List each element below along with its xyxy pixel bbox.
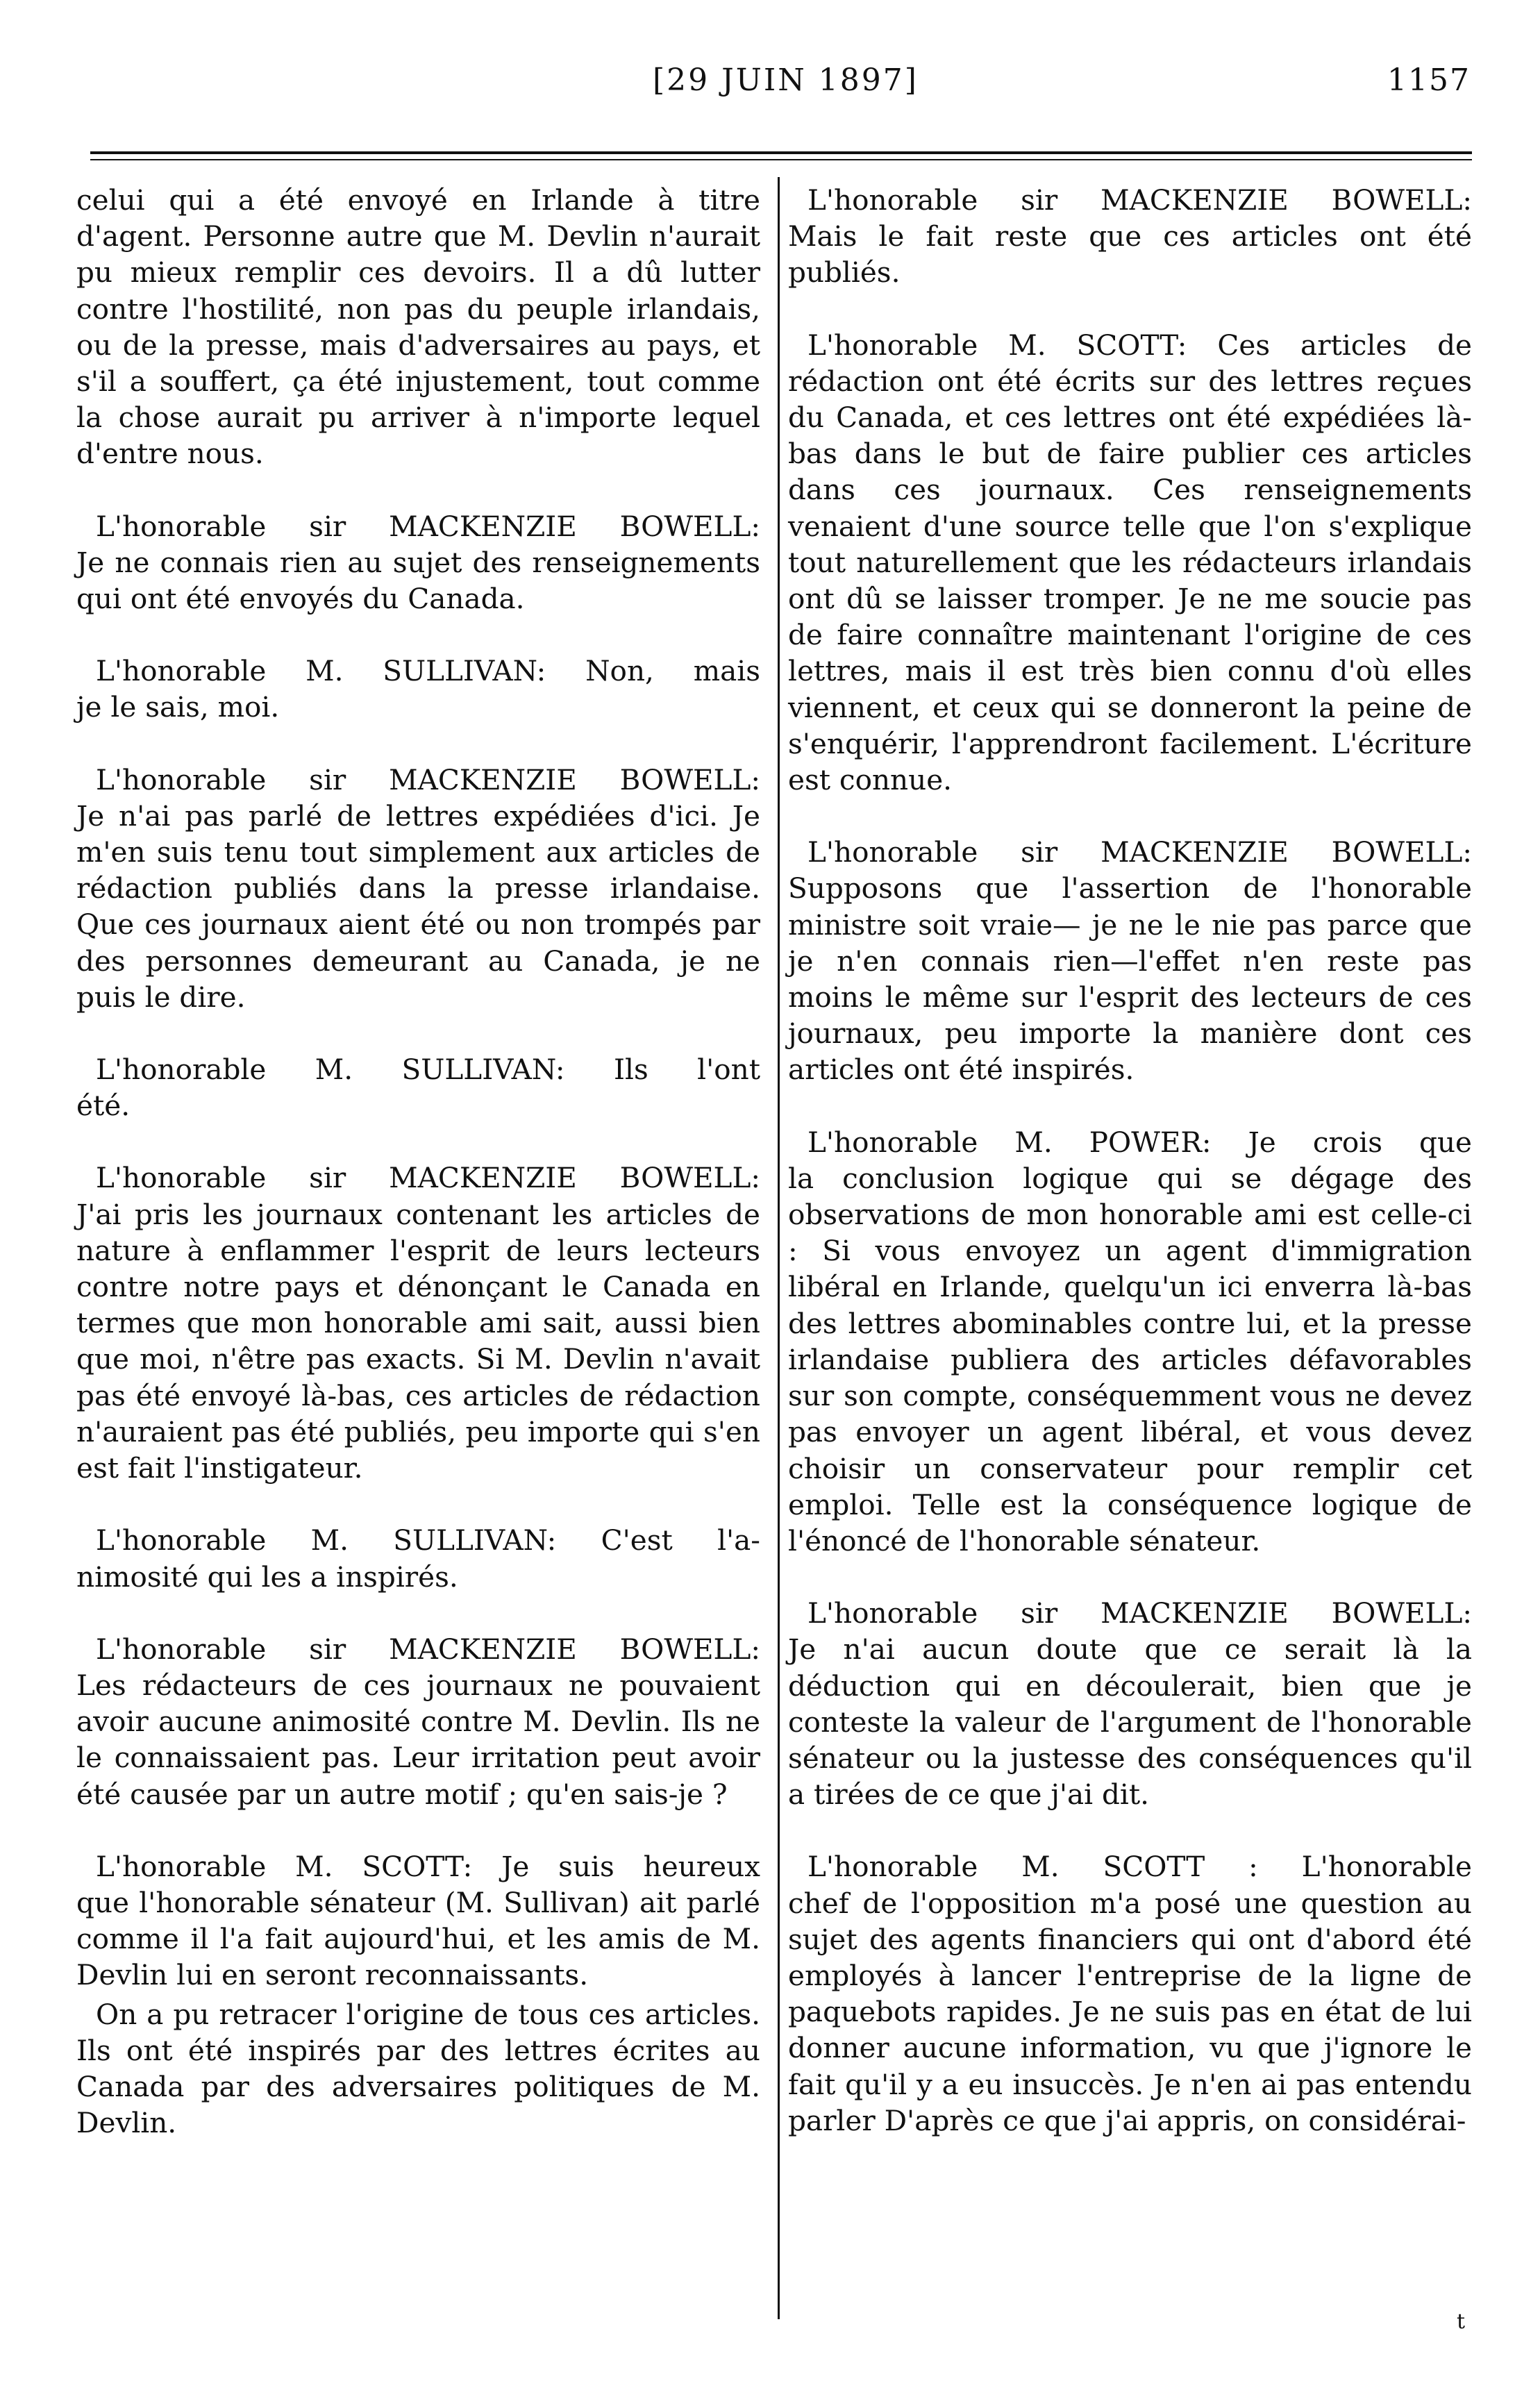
speaker-line: L'honorable M. SCOTT: Je suis heureux xyxy=(96,1849,760,1883)
speech-text: rédaction ont été écrits sur des lettres reçues du Canada, et ces lettres ont été expédiées là-bas dans le but de faire publier ces articles dans ces journaux. Ces renseignements venaient d'une source telle que l'on s'explique tout naturellement que les rédacteurs irlandais ont dû se laisser tromper. Je ne me soucie pas de faire connaître maintenant l'origine de ces lettres, mais il est très bien connu d'où elles viennent, et ceux qui se donneront la peine de s'enquérir, l'apprendront facilement. L'écriture est connue. xyxy=(788,364,1472,797)
speaker-line: L'honorable sir MACKENZIE BOWELL: xyxy=(807,1596,1472,1630)
speech-text: été. xyxy=(76,1089,131,1123)
speech-text: Mais le fait reste que ces articles ont été publiés. xyxy=(788,219,1472,290)
speaker-line: L'honorable sir MACKENZIE BOWELL: xyxy=(807,835,1472,869)
speech-paragraph xyxy=(788,1595,1472,1812)
speech-text: que l'honorable sénateur (M. Sullivan) ait parlé comme il l'a fait aujourd'hui, et les amis de M. Devlin lui en seront reconnaissants. xyxy=(76,1885,760,1992)
speech-paragraph xyxy=(76,762,760,1015)
speaker-line: L'honorable M. SULLIVAN: Non, mais xyxy=(96,654,760,688)
header-rule-thick xyxy=(90,151,1472,154)
speech-text: nimosité qui les a inspirés. xyxy=(76,1560,458,1594)
speech-paragraph xyxy=(76,1051,760,1123)
continuation-paragraph: On a pu retracer l'origine de tous ces articles. Ils ont été inspirés par des lettres écrites au Canada par des adversaires politiques de M. Devlin. xyxy=(76,1997,760,2140)
speech-paragraph xyxy=(76,1848,760,1994)
speech-paragraph xyxy=(76,1631,760,1812)
speaker-line: L'honorable M. SULLIVAN: Ils l'ont xyxy=(96,1053,760,1087)
speech-text: Supposons que l'assertion de l'honorable ministre soit vraie— je ne le nie pas parce que je n'en connais rien—l'effet n'en reste pas moins le même sur l'esprit des lecteurs de ces journaux, peu importe la manière dont ces articles ont été inspirés. xyxy=(788,871,1472,1087)
right-column xyxy=(788,182,1472,2175)
speech-text: Je ne connais rien au sujet des renseignements qui ont été envoyés du Canada. xyxy=(76,545,760,616)
speech-paragraph xyxy=(788,834,1472,1087)
speaker-line: L'honorable M. SCOTT : L'honorable xyxy=(807,1850,1472,1884)
speech-paragraph xyxy=(788,327,1472,799)
header-rule-thin xyxy=(90,159,1472,160)
speech-text: la conclusion logique qui se dégage des observations de mon honorable ami est celle-ci : Si vous envoyez un agent d'immigration libéral en Irlande, quelqu'un ici enverra là-bas des lettres abominables contre lui, et la presse irlandaise publiera des articles défavorables sur son compte, conséquemment vous ne devez pas envoyer un agent libéral, et vous devez choisir un conservateur pour remplir cet emploi. Telle est la conséquence logique de l'énoncé de l'honorable sénateur. xyxy=(788,1161,1472,1557)
speech-text: chef de l'opposition m'a posé une question au sujet des agents financiers qui ont d'abord été employés à lancer l'entreprise de la ligne de paquebots rapides. Je ne suis pas en état de lui donner aucune information, vu que j'ignore le fait qu'il y a eu insuccès. Je n'en ai pas entendu parler D'après ce que j'ai appris, on considérai- xyxy=(788,1886,1472,2137)
speech-paragraph xyxy=(788,1848,1472,2139)
paragraph xyxy=(76,182,760,472)
column-divider xyxy=(778,177,780,2319)
speech-paragraph xyxy=(76,653,760,725)
speech-paragraph xyxy=(788,1124,1472,1559)
speaker-line: L'honorable sir MACKENZIE BOWELL: xyxy=(96,1632,760,1666)
speech-paragraph xyxy=(76,1522,760,1594)
speaker-line: L'honorable sir MACKENZIE BOWELL: xyxy=(96,1161,760,1195)
speech-paragraph xyxy=(788,182,1472,291)
speech-text: Je n'ai aucun doute que ce serait là la déduction qui en découlerait, bien que je conteste la valeur de l'argument de l'honorable sénateur ou la justesse des conséquences qu'il a tirées de ce que j'ai dit. xyxy=(788,1632,1472,1812)
speech-paragraph xyxy=(76,508,760,617)
speech-text: je le sais, moi. xyxy=(76,690,280,724)
speech-text: Les rédacteurs de ces journaux ne pouvaient avoir aucune animosité contre M. Devlin. Ils ne le connaissaient pas. Leur irritation peut avoir été causée par un autre motif ; qu'en sais-je ? xyxy=(76,1668,760,1811)
speech-text: Je n'ai pas parlé de lettres expédiées d'ici. Je m'en suis tenu tout simplement aux articles de rédaction publiés dans la presse irlandaise. Que ces journaux aient été ou non trompés par des personnes demeurant au Canada, je ne puis le dire. xyxy=(76,799,760,1014)
speaker-line: L'honorable sir MACKENZIE BOWELL: xyxy=(96,509,760,543)
page-number: 1157 xyxy=(1387,62,1471,98)
speaker-line: L'honorable M. SULLIVAN: C'est l'a- xyxy=(96,1523,760,1557)
page-header-date: [29 JUIN 1897] xyxy=(653,62,919,98)
speaker-line: L'honorable sir MACKENZIE BOWELL: xyxy=(96,762,760,796)
left-column xyxy=(76,182,760,2141)
speaker-line: L'honorable M. POWER: Je crois que xyxy=(807,1125,1472,1159)
speaker-line: L'honorable M. SCOTT: Ces articles de xyxy=(807,328,1472,362)
stray-mark: t xyxy=(1457,2309,1466,2334)
speech-paragraph xyxy=(76,1160,760,1486)
speaker-line: L'honorable sir MACKENZIE BOWELL: xyxy=(807,183,1472,217)
paragraph-text: celui qui a été envoyé en Irlande à titre d'agent. Personne autre que M. Devlin n'aurait pu mieux remplir ces devoirs. Il a dû lutter contre l'hostilité, non pas du peuple irlandais, ou de la presse, mais d'adversaires au pays, et s'il a souffert, ça été injustement, tout comme la chose aurait pu arriver à n'importe lequel d'entre nous. xyxy=(76,183,760,471)
speech-text: J'ai pris les journaux contenant les articles de nature à enflammer l'esprit de leurs lecteurs contre notre pays et dénonçant le Canada en termes que mon honorable ami sait, aussi bien que moi, n'être pas exacts. Si M. Devlin n'avait pas été envoyé là-bas, ces articles de rédaction n'auraient pas été publiés, peu importe qui s'en est fait l'instigateur. xyxy=(76,1197,760,1485)
